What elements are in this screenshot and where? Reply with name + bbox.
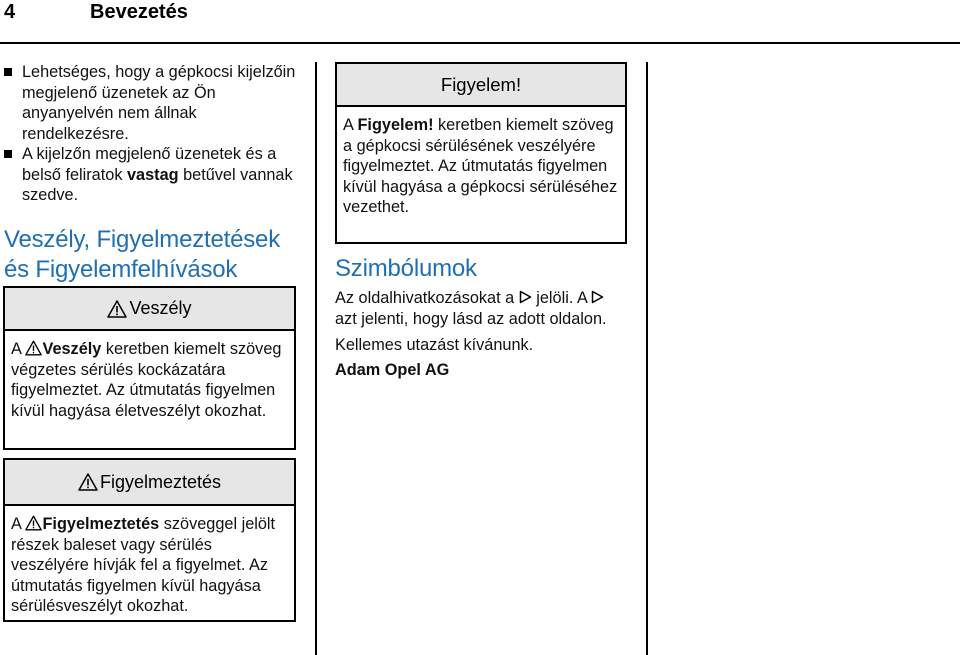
warning-triangle-icon: [107, 300, 127, 318]
danger-box-text: A Veszély keretben kiemelt szöveg végzetes sérülés kockázatára figyelmeztet. Az útmutatás figyelmen kívül hagyása életveszélyt okozhat.: [11, 340, 282, 420]
signature: Adam Opel AG: [335, 360, 450, 379]
page-reference-arrow-icon: [591, 290, 604, 304]
column-divider: [315, 62, 317, 655]
page-number: 4: [4, 1, 16, 23]
bullet-square-icon: [4, 68, 12, 76]
warning-box-title: Figyelmeztetés: [99, 471, 222, 492]
danger-box-title: Veszély: [129, 298, 192, 318]
page-reference-arrow-icon: [519, 290, 532, 304]
list-item: A kijelzőn megjelenő üzenetek és a belső feliratok vastag betűvel vannak szedve.: [4, 144, 296, 206]
warning-triangle-icon: [25, 340, 42, 356]
warning-triangle-icon: [78, 473, 98, 491]
warning-triangle-icon: [25, 515, 42, 531]
warning-box: [3, 458, 296, 622]
caution-box-header: [337, 64, 625, 107]
caution-box-text: A Figyelem! keretben kiemelt szöveg a gépkocsi sérülésének veszélyére figyelmeztet. Az útmutatás figyelmen kívül hagyása a gépkocsi sérüléséhez vezethet.: [343, 116, 618, 216]
symbols-heading: Szimbólumok: [335, 255, 477, 282]
column-divider: [646, 62, 648, 655]
danger-box-header: [5, 288, 294, 331]
bullet-list: [4, 62, 296, 206]
greeting: Kellemes utazást kívánunk.: [335, 336, 534, 354]
caution-box: [335, 62, 627, 244]
section-heading: Veszély, Figyelmeztetések és Figyelemfelhívások: [4, 225, 281, 283]
warning-box-header: [5, 460, 294, 506]
bold-word: vastag: [126, 165, 179, 184]
chapter-title: Bevezetés: [90, 1, 188, 23]
symbols-section: [335, 254, 627, 380]
symbols-text: Az oldalhivatkozásokat a jelöli. A azt jelenti, hogy lásd az adott oldalon.: [335, 289, 607, 328]
list-item: Lehetséges, hogy a gépkocsi kijelzőin megjelenő üzenetek az Ön anyanyelvén nem állnak rendelkezésre.: [4, 62, 296, 144]
danger-box: [3, 286, 296, 450]
bullet-square-icon: [4, 150, 12, 158]
left-column: [4, 62, 296, 285]
page-header: [0, 0, 960, 44]
warning-box-text: A Figyelmeztetés szöveggel jelölt részek baleset vagy sérülés veszélyére hívják fel a figyelmet. Az útmutatás figyelmen kívül hagyása sérülésveszélyt okozhat.: [11, 515, 276, 615]
caution-box-title: Figyelem!: [440, 73, 522, 95]
